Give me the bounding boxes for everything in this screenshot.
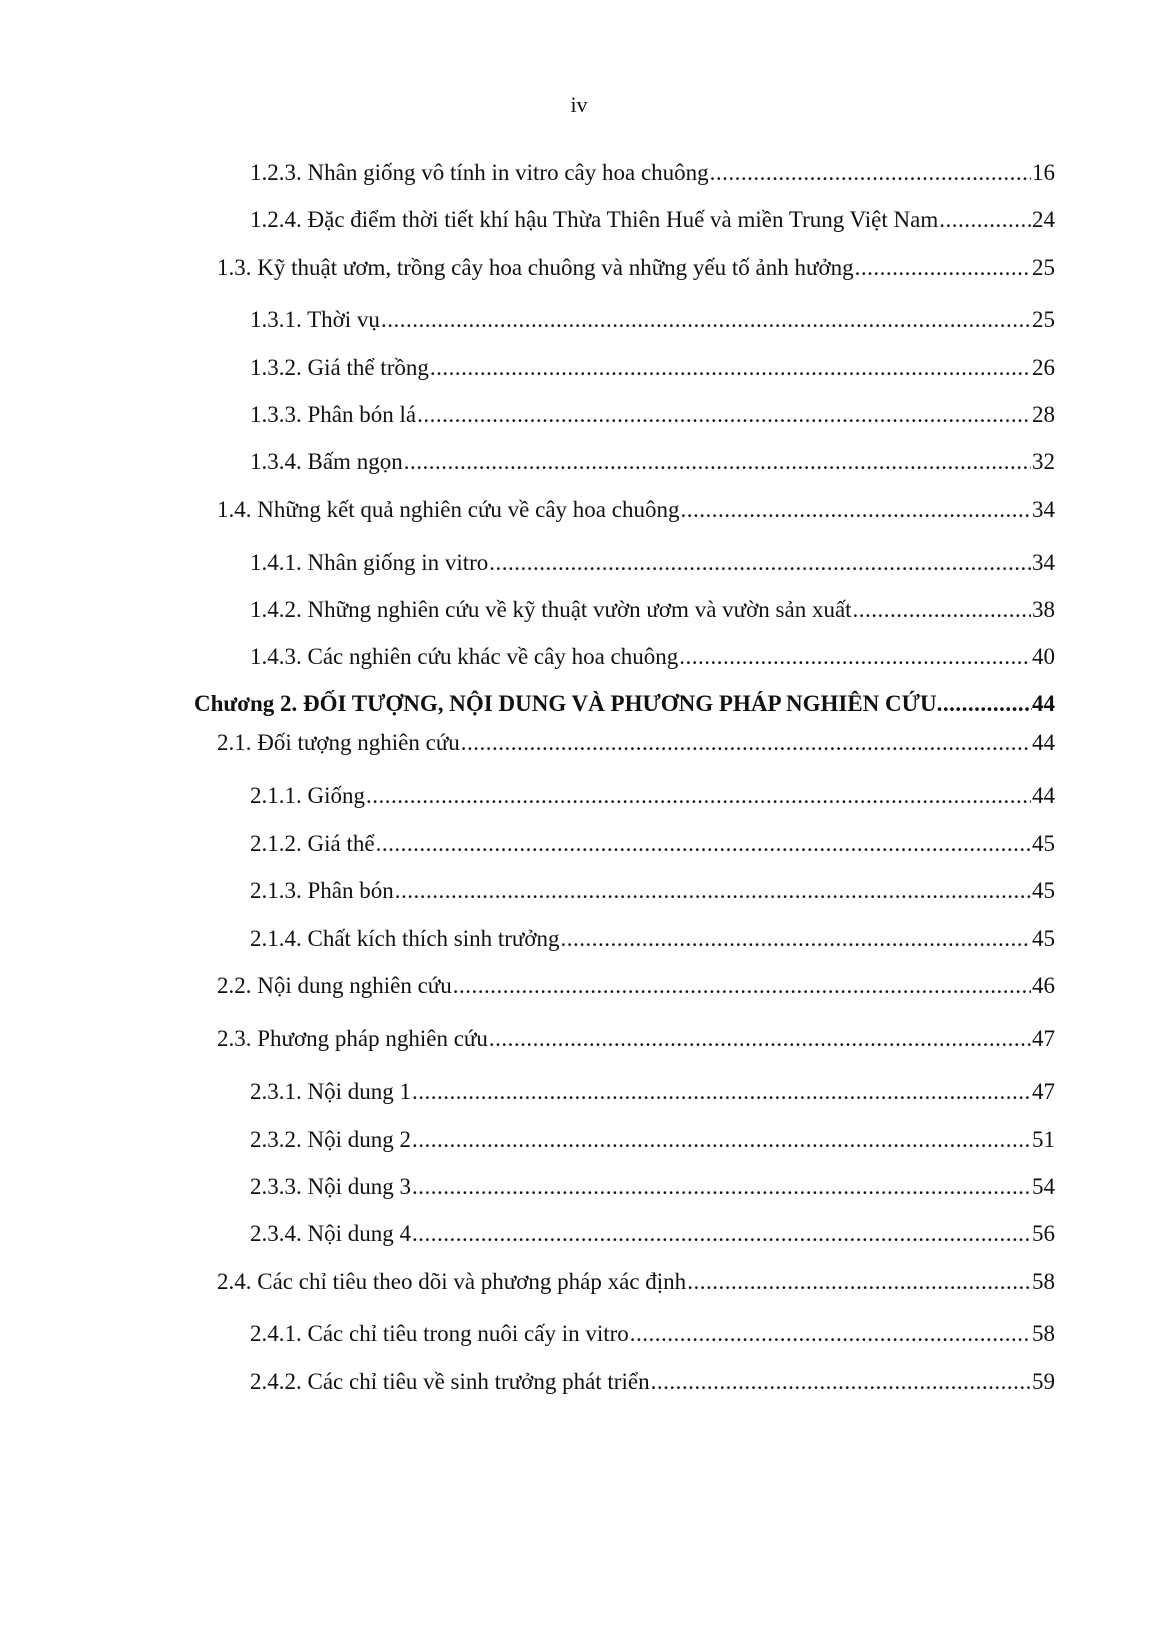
toc-entry: [250, 1219, 1055, 1249]
toc-dot-leader: [939, 205, 1031, 235]
toc-entry: [250, 158, 1055, 188]
toc-entry-title: 1.4.3. Các nghiên cứu khác về cây hoa chuông: [250, 644, 679, 669]
toc-dot-leader: [680, 495, 1031, 525]
toc-entry: [217, 1267, 1055, 1297]
page-number: iv: [570, 92, 588, 117]
toc-entry: [250, 642, 1055, 672]
toc-entry: [250, 1077, 1055, 1107]
toc-entry-title: 2.1.3. Phân bón: [250, 878, 394, 903]
toc-entry: [250, 353, 1055, 383]
toc-entry: [250, 400, 1055, 430]
toc-entry: [250, 1367, 1055, 1397]
toc-entry: [250, 548, 1055, 578]
toc-entry-page: 26: [1032, 355, 1055, 380]
toc-entry-title: 2.3.2. Nội dung 2: [250, 1127, 411, 1152]
toc-entry: [250, 1319, 1055, 1349]
toc-entry-page: 46: [1032, 973, 1055, 998]
toc-entry-title: Chương 2. ĐỐI TƯỢNG, NỘI DUNG VÀ PHƯƠNG PHÁP NGHIÊN CỨU: [194, 691, 937, 716]
toc-entry-page: 44: [1032, 783, 1055, 808]
toc-entry-page: 44: [1032, 730, 1055, 755]
toc-entry: [194, 689, 1055, 719]
toc-dot-leader: [453, 971, 1031, 1001]
toc-entry-title: 1.3.2. Giá thể trồng: [250, 355, 429, 380]
toc-entry-page: 51: [1032, 1127, 1055, 1152]
toc-dot-leader: [710, 158, 1031, 188]
toc-entry: [250, 447, 1055, 477]
toc-dot-leader: [412, 1125, 1031, 1155]
toc-dot-leader: [855, 253, 1031, 283]
toc-entry-title: 1.3.4. Bấm ngọn: [250, 449, 403, 474]
toc-entry-page: 45: [1032, 926, 1055, 951]
toc-entry-title: 2.1.1. Giống: [250, 783, 365, 808]
toc-dot-leader: [561, 924, 1031, 954]
toc-dot-leader: [412, 1172, 1031, 1202]
toc-dot-leader: [430, 353, 1031, 383]
toc-entry-page: 25: [1032, 307, 1055, 332]
toc-entry-page: 47: [1032, 1079, 1055, 1104]
toc-dot-leader: [679, 642, 1031, 672]
toc-entry-title: 2.4.1. Các chỉ tiêu trong nuôi cấy in vitro: [250, 1321, 629, 1346]
toc-entry: [250, 1172, 1055, 1202]
toc-dot-leader: [412, 1219, 1031, 1249]
toc-dot-leader: [937, 689, 1032, 719]
toc-entry-title: 2.2. Nội dung nghiên cứu: [217, 973, 452, 998]
toc-entry: [250, 595, 1055, 625]
toc-dot-leader: [853, 595, 1031, 625]
toc-entry-title: 2.3. Phương pháp nghiên cứu: [217, 1026, 488, 1051]
toc-entry: [217, 728, 1055, 758]
toc-dot-leader: [381, 305, 1031, 335]
toc-entry: [250, 205, 1055, 235]
toc-entry-title: 2.1. Đối tượng nghiên cứu: [217, 730, 460, 755]
toc-entry-title: 2.4.2. Các chỉ tiêu về sinh trưởng phát triển: [250, 1369, 650, 1394]
toc-entry: [250, 876, 1055, 906]
toc-dot-leader: [687, 1267, 1031, 1297]
toc-dot-leader: [412, 1077, 1031, 1107]
toc-dot-leader: [417, 400, 1031, 430]
toc-entry-title: 1.4. Những kết quả nghiên cứu về cây hoa chuông: [217, 497, 680, 522]
toc-entry-title: 1.4.1. Nhân giống in vitro: [250, 550, 489, 575]
toc-entry-title: 2.4. Các chỉ tiêu theo dõi và phương pháp xác định: [217, 1269, 687, 1294]
toc-entry-page: 34: [1032, 550, 1055, 575]
toc-entry-title: 1.2.4. Đặc điểm thời tiết khí hậu Thừa Thiên Huế và miền Trung Việt Nam: [250, 207, 939, 232]
toc-entry-page: 45: [1032, 878, 1055, 903]
toc-dot-leader: [489, 548, 1031, 578]
toc-entry-title: 1.2.3. Nhân giống vô tính in vitro cây hoa chuông: [250, 160, 709, 185]
toc-entry-title: 2.3.1. Nội dung 1: [250, 1079, 411, 1104]
toc-entry-page: 44: [1032, 691, 1055, 716]
toc-dot-leader: [651, 1367, 1031, 1397]
toc-entry: [217, 253, 1055, 283]
toc-entry-title: 1.3. Kỹ thuật ươm, trồng cây hoa chuông và những yếu tố ảnh hưởng: [217, 255, 854, 280]
toc-entry-page: 16: [1032, 160, 1055, 185]
toc-entry: [250, 1125, 1055, 1155]
toc-dot-leader: [376, 829, 1031, 859]
toc-entry: [250, 305, 1055, 335]
toc-entry-title: 1.4.2. Những nghiên cứu về kỹ thuật vườn ươm và vườn sản xuất: [250, 597, 852, 622]
toc-entry-page: 45: [1032, 831, 1055, 856]
toc-entry: [217, 971, 1055, 1001]
toc-entry: [250, 781, 1055, 811]
toc-entry-title: 2.1.2. Giá thể: [250, 831, 375, 856]
toc-entry-title: 2.3.4. Nội dung 4: [250, 1221, 411, 1246]
toc-entry-page: 24: [1032, 207, 1055, 232]
toc-entry-title: 1.3.1. Thời vụ: [250, 307, 380, 332]
toc-entry-page: 32: [1032, 449, 1055, 474]
toc-entry-page: 59: [1032, 1369, 1055, 1394]
toc-entry-page: 54: [1032, 1174, 1055, 1199]
toc-entry-page: 58: [1032, 1269, 1055, 1294]
toc-entry: [250, 829, 1055, 859]
toc-entry-page: 28: [1032, 402, 1055, 427]
toc-entry-title: 2.1.4. Chất kích thích sinh trưởng: [250, 926, 560, 951]
toc-entry-page: 58: [1032, 1321, 1055, 1346]
toc-entry-title: 1.3.3. Phân bón lá: [250, 402, 417, 427]
toc-entry: [217, 1024, 1055, 1054]
toc-dot-leader: [366, 781, 1031, 811]
toc-dot-leader: [461, 728, 1031, 758]
toc-dot-leader: [489, 1024, 1031, 1054]
toc-entry-page: 40: [1032, 644, 1055, 669]
toc-dot-leader: [404, 447, 1031, 477]
toc-entry: [217, 495, 1055, 525]
toc-dot-leader: [395, 876, 1031, 906]
toc-entry-page: 56: [1032, 1221, 1055, 1246]
toc-entry: [250, 924, 1055, 954]
toc-dot-leader: [630, 1319, 1031, 1349]
toc-entry-title: 2.3.3. Nội dung 3: [250, 1174, 411, 1199]
toc-entry-page: 47: [1032, 1026, 1055, 1051]
toc-entry-page: 25: [1032, 255, 1055, 280]
toc-entry-page: 34: [1032, 497, 1055, 522]
toc-entry-page: 38: [1032, 597, 1055, 622]
